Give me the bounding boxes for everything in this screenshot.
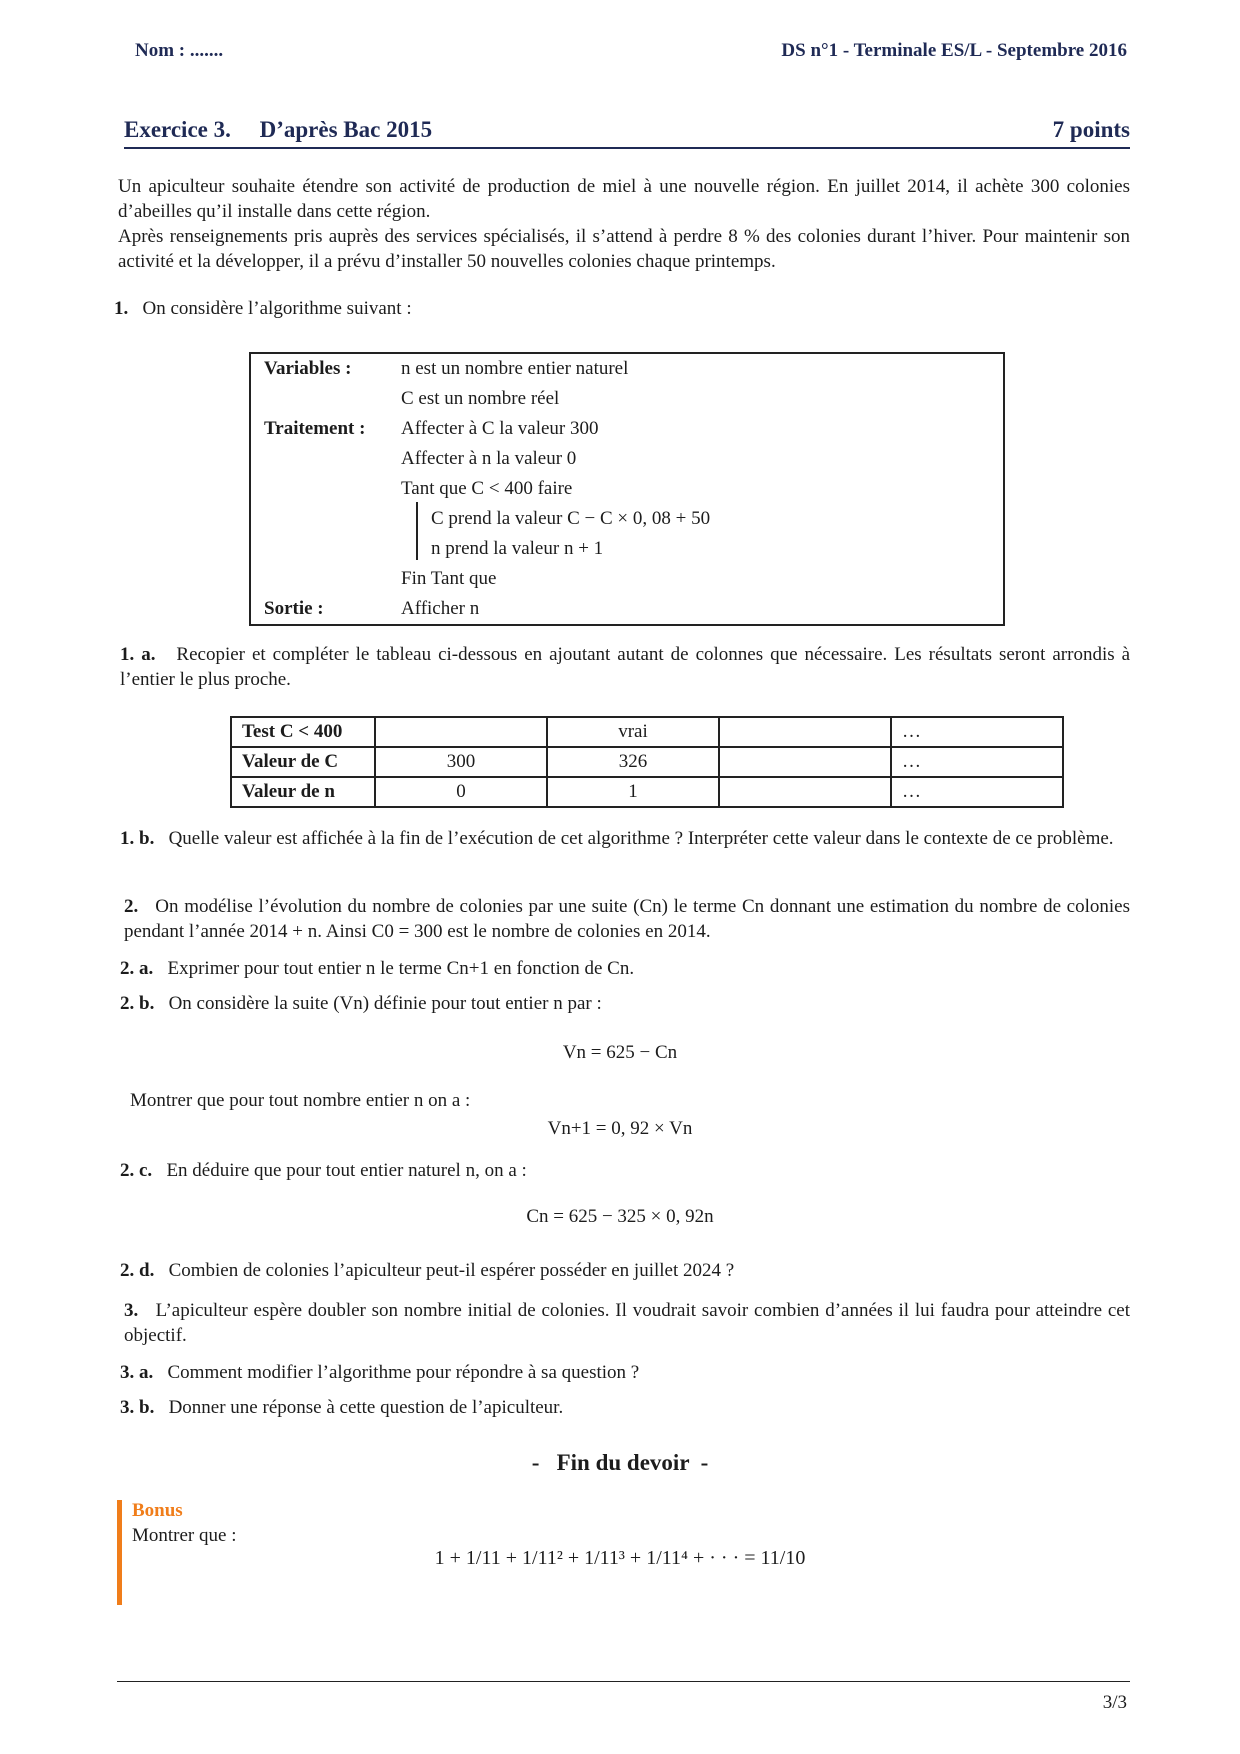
algo-sortie-label: Sortie : bbox=[264, 598, 324, 619]
intro-paragraph-2: Après renseignements pris auprès des services spécialisés, il s’attend à perdre 8 % des colonies durant l’hiver. Pour maintenir son activité et la développer, il a prévu d’installer 50 nouvelles colonies chaque printemps. bbox=[118, 226, 1130, 272]
algo-line: n est un nombre entier naturel bbox=[401, 358, 629, 379]
question-number: 1. b. bbox=[120, 828, 155, 849]
table-cell bbox=[719, 777, 891, 807]
question-number: 2. bbox=[124, 896, 139, 917]
intro-paragraph-1: Un apiculteur souhaite étendre son activité de production de miel à une nouvelle région. En juillet 2014, il achète 300 colonies d’abeilles qu’il installe dans cette région. bbox=[118, 176, 1130, 222]
question-text: Quelle valeur est affichée à la fin de l’exécution de cet algorithme ? Interpréter cette valeur dans le contexte de ce problème. bbox=[168, 828, 1114, 849]
equation-vn: Vn = 625 − Cn bbox=[562, 1042, 678, 1063]
table-cell: 326 bbox=[547, 747, 719, 777]
question-2a bbox=[120, 958, 634, 980]
algo-line: Affecter à n la valeur 0 bbox=[401, 448, 577, 469]
question-2b bbox=[120, 993, 602, 1015]
question-3 bbox=[124, 1298, 1130, 1348]
table-row bbox=[231, 717, 1063, 747]
table-row-header: Valeur de n bbox=[231, 777, 375, 807]
question-text: Recopier et compléter le tableau ci-dessous en ajoutant autant de colonnes que nécessaire. Les résultats seront arrondis à l’entier le plus proche. bbox=[120, 644, 1131, 690]
question-number: 3. bbox=[124, 1300, 139, 1321]
table-cell bbox=[719, 747, 891, 777]
table-cell: 1 bbox=[547, 777, 719, 807]
table-cell: … bbox=[891, 717, 1063, 747]
header-title: DS n°1 - Terminale ES/L - Septembre 2016 bbox=[781, 40, 1127, 61]
question-1a bbox=[120, 642, 1130, 692]
algo-line: Affecter à C la valeur 300 bbox=[401, 418, 599, 439]
equation-cn: Cn = 625 − 325 × 0, 92n bbox=[526, 1206, 714, 1227]
bonus-text: Montrer que : bbox=[132, 1525, 237, 1546]
question-1b bbox=[120, 826, 1130, 851]
equation-vn1: Vn+1 = 0, 92 × Vn bbox=[547, 1118, 693, 1139]
question-number: 1. bbox=[114, 298, 129, 319]
table-row-header: Test C < 400 bbox=[231, 717, 375, 747]
question-number: 2. c. bbox=[120, 1160, 153, 1181]
question-1 bbox=[114, 298, 412, 320]
algo-line: Fin Tant que bbox=[401, 568, 497, 589]
question-2d bbox=[120, 1260, 734, 1282]
bonus-title: Bonus bbox=[132, 1500, 183, 1521]
question-number: 1. a. bbox=[120, 644, 156, 665]
footer-rule bbox=[117, 1681, 1130, 1682]
algorithm-box bbox=[249, 352, 1005, 626]
question-number: 3. a. bbox=[120, 1362, 154, 1383]
table-cell bbox=[375, 717, 547, 747]
question-text: Donner une réponse à cette question de l’apiculteur. bbox=[168, 1397, 564, 1418]
algo-line: C prend la valeur C − C × 0, 08 + 50 bbox=[431, 508, 711, 529]
table-row-header: Valeur de C bbox=[231, 747, 375, 777]
table-row bbox=[231, 777, 1063, 807]
question-number: 2. d. bbox=[120, 1260, 155, 1281]
table-cell bbox=[719, 717, 891, 747]
table-cell: … bbox=[891, 747, 1063, 777]
question-text: L’apiculteur espère doubler son nombre initial de colonies. Il voudrait savoir combien d’années il lui faudra pour atteindre cet objectif. bbox=[124, 1300, 1130, 1346]
table-cell: … bbox=[891, 777, 1063, 807]
question-number: 3. b. bbox=[120, 1397, 155, 1418]
exercise-name: Exercice 3. D’après Bac 2015 bbox=[124, 117, 433, 142]
exercise-title bbox=[124, 115, 1130, 149]
table-cell: 0 bbox=[375, 777, 547, 807]
question-2b-text2: Montrer que pour tout nombre entier n on a : bbox=[130, 1090, 471, 1111]
page-number: 3/3 bbox=[1102, 1692, 1127, 1713]
question-number: 2. b. bbox=[120, 993, 155, 1014]
question-3b bbox=[120, 1397, 563, 1419]
question-text: On modélise l’évolution du nombre de colonies par une suite (Cn) le terme Cn donnant une estimation du nombre de colonies pendant l’année 2014 + n. Ainsi C0 = 300 est le nombre de colonies en 2014. bbox=[124, 896, 1130, 942]
algo-line: Tant que C < 400 faire bbox=[401, 478, 573, 499]
algo-variables-label: Variables : bbox=[264, 358, 352, 379]
header-name: Nom : ....... bbox=[135, 40, 224, 61]
question-3a bbox=[120, 1362, 639, 1384]
question-number: 2. a. bbox=[120, 958, 154, 979]
end-of-exam: - Fin du devoir - bbox=[531, 1450, 709, 1475]
table-cell: vrai bbox=[547, 717, 719, 747]
question-text: Comment modifier l’algorithme pour répondre à sa question ? bbox=[167, 1362, 640, 1383]
algo-traitement-label: Traitement : bbox=[264, 418, 366, 439]
table-cell: 300 bbox=[375, 747, 547, 777]
algo-line: Afficher n bbox=[401, 598, 480, 619]
algo-line: C est un nombre réel bbox=[401, 388, 560, 409]
question-text: On considère l’algorithme suivant : bbox=[142, 298, 412, 319]
question-2c bbox=[120, 1160, 527, 1182]
question-2 bbox=[124, 894, 1130, 944]
question-text: Combien de colonies l’apiculteur peut-il espérer posséder en juillet 2024 ? bbox=[168, 1260, 735, 1281]
question-text: Exprimer pour tout entier n le terme Cn+1 en fonction de Cn. bbox=[167, 958, 635, 979]
algo-line: n prend la valeur n + 1 bbox=[431, 538, 604, 559]
bonus-formula: 1 + 1/11 + 1/11² + 1/11³ + 1/11⁴ + · · · = 11/10 bbox=[434, 1547, 806, 1569]
exercise-points: 7 points bbox=[1052, 117, 1130, 142]
question-text: On considère la suite (Vn) définie pour tout entier n par : bbox=[168, 993, 602, 1014]
question-text: En déduire que pour tout entier naturel n, on a : bbox=[166, 1160, 527, 1181]
table-row bbox=[231, 747, 1063, 777]
values-table bbox=[230, 716, 1064, 808]
